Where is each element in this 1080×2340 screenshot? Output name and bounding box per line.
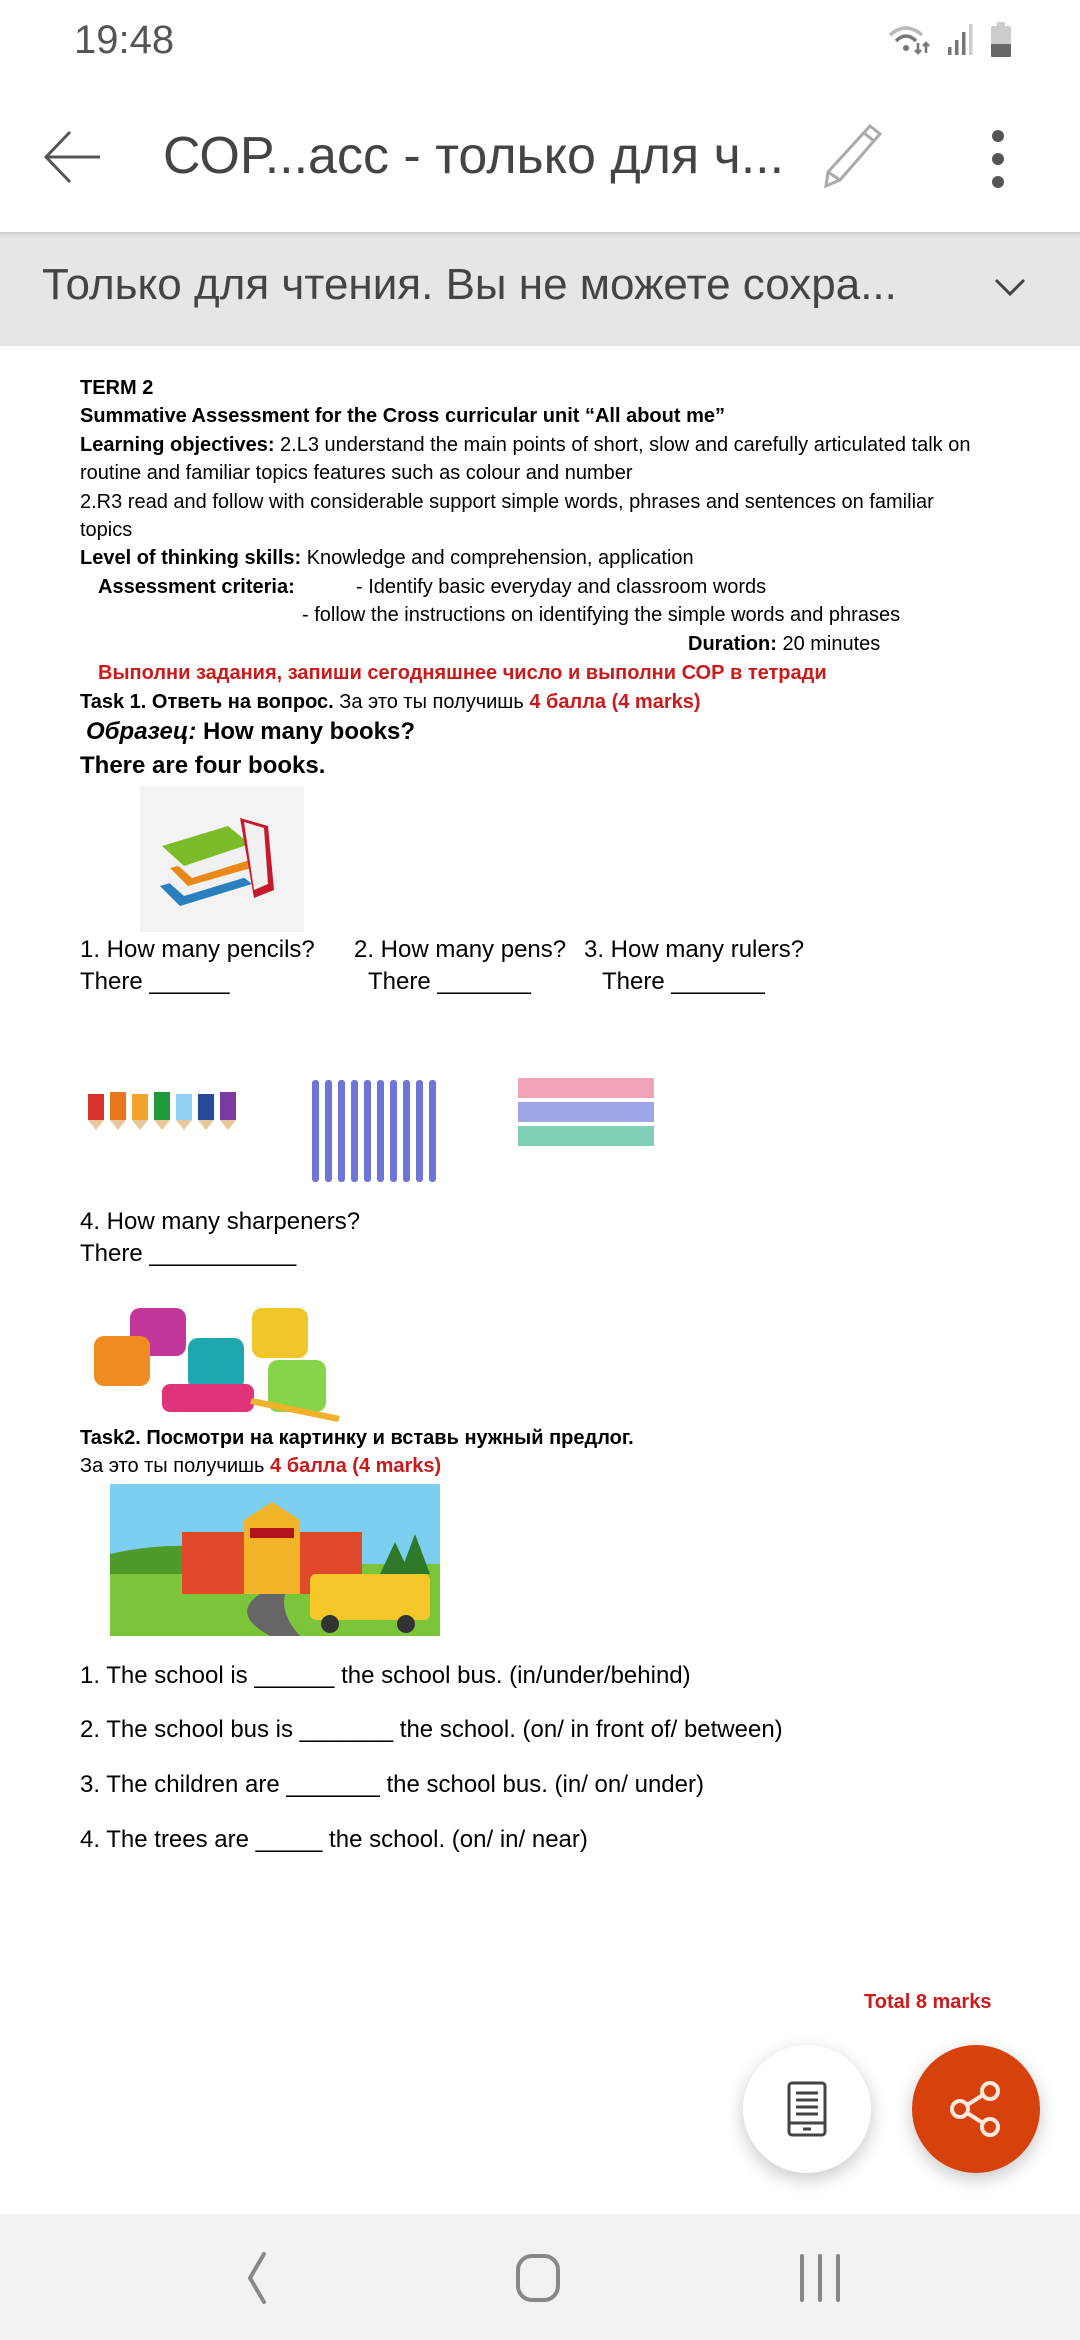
document-title: СОР...асс - только для ч... <box>163 127 785 185</box>
read-only-banner[interactable] <box>0 232 1080 346</box>
task1-question-3: 3. How many rulers? <box>584 936 805 963</box>
status-bar <box>0 0 1080 84</box>
task2-points-line <box>80 1454 441 1478</box>
task2-points-prefix: За это ты получишь <box>80 1455 271 1477</box>
task1-answer-4: There ___________ <box>80 1240 297 1267</box>
thinking-skills-value: Knowledge and comprehension, application <box>301 547 694 569</box>
books-image <box>140 786 304 932</box>
criteria-item-2: - follow the instructions on identifying the simple words and phrases <box>302 604 901 626</box>
task2-points: 4 балла (4 marks) <box>270 1455 442 1477</box>
task1-question-2: 2. How many pens? <box>354 936 567 963</box>
learning-objectives-line-3: 2.R3 read and follow with considerable support simple words, phrases and sentences on familiar <box>80 491 934 513</box>
term-label: TERM 2 <box>80 377 154 399</box>
chevron-down-icon[interactable] <box>990 268 1030 308</box>
task2-sentence-2: 2. The school bus is _______ the school. (on/ in front of/ between) <box>80 1716 783 1743</box>
learning-objectives-line-4: topics <box>80 519 133 541</box>
sample-answer: There are four books. <box>80 752 326 779</box>
criteria-item-1: - Identify basic everyday and classroom words <box>356 576 767 598</box>
learning-objectives-line-1 <box>80 433 970 457</box>
share-icon <box>944 2077 1008 2141</box>
task1-points: 4 балла (4 marks) <box>529 691 701 713</box>
task2-title: Task2. Посмотри на картинку и вставь нужный предлог. <box>80 1427 634 1449</box>
sample-question-line <box>86 718 415 746</box>
battery-icon <box>990 22 1012 58</box>
school-bus-image <box>110 1484 440 1636</box>
learning-objectives-text: 2.L3 understand the main points of short, slow and carefully articulated talk on <box>274 434 971 456</box>
status-time: 19:48 <box>74 18 175 62</box>
thinking-skills-line <box>80 546 694 570</box>
sample-question: How many books? <box>196 718 416 745</box>
share-button[interactable] <box>912 2045 1040 2173</box>
rulers-image <box>516 1076 656 1148</box>
task1-question-4: 4. How many sharpeners? <box>80 1208 361 1235</box>
more-vertical-icon[interactable] <box>978 124 1018 194</box>
learning-objectives-label: Learning objectives: <box>80 434 275 456</box>
reading-view-button[interactable] <box>743 2045 871 2173</box>
task1-header <box>80 690 701 714</box>
read-only-message: Только для чтения. Вы не можете сохра... <box>42 260 897 309</box>
task2-sentence-3: 3. The children are _______ the school bus. (in/ on/ under) <box>80 1771 704 1798</box>
reading-view-icon <box>787 2081 827 2137</box>
task1-answer-2: There _______ <box>368 968 531 995</box>
task2-sentence-4: 4. The trees are _____ the school. (on/ in/ near) <box>80 1826 588 1853</box>
total-marks: Total 8 marks <box>864 1991 992 2013</box>
criteria-label: Assessment criteria: <box>98 576 295 598</box>
pencils-image <box>80 1084 260 1134</box>
pencil-icon[interactable] <box>818 120 888 190</box>
task1-points-prefix: За это ты получишь <box>333 691 530 713</box>
duration-line <box>688 632 880 656</box>
sample-label: Образец: <box>86 718 197 745</box>
sharpeners-image <box>92 1298 342 1422</box>
task1-answer-3: There _______ <box>602 968 765 995</box>
task1-question-1: 1. How many pencils? <box>80 936 315 963</box>
arrow-left-icon[interactable] <box>40 122 110 192</box>
learning-objectives-line-2: routine and familiar topics features such as colour and number <box>80 462 633 484</box>
nav-home-icon[interactable] <box>508 2248 568 2308</box>
duration-value: 20 minutes <box>776 633 881 655</box>
wifi-data-icon <box>888 23 932 57</box>
status-icons <box>888 22 1012 58</box>
task1-answer-1: There ______ <box>80 968 230 995</box>
assessment-heading: Summative Assessment for the Cross curricular unit “All about me” <box>80 405 725 427</box>
signal-icon <box>946 23 976 57</box>
task2-sentence-1: 1. The school is ______ the school bus. (in/under/behind) <box>80 1662 691 1689</box>
duration-label: Duration: <box>688 633 777 655</box>
nav-recents-icon[interactable] <box>790 2248 850 2308</box>
task1-title: Task 1. Ответь на вопрос. <box>80 691 334 713</box>
instruction-red: Выполни задания, запиши сегодняшнее число и выполни СОР в тетради <box>98 662 827 684</box>
nav-back-icon[interactable] <box>226 2248 286 2308</box>
system-nav-bar <box>0 2214 1080 2340</box>
pens-image <box>308 1076 444 1186</box>
app-bar <box>0 84 1080 232</box>
thinking-skills-label: Level of thinking skills: <box>80 547 302 569</box>
